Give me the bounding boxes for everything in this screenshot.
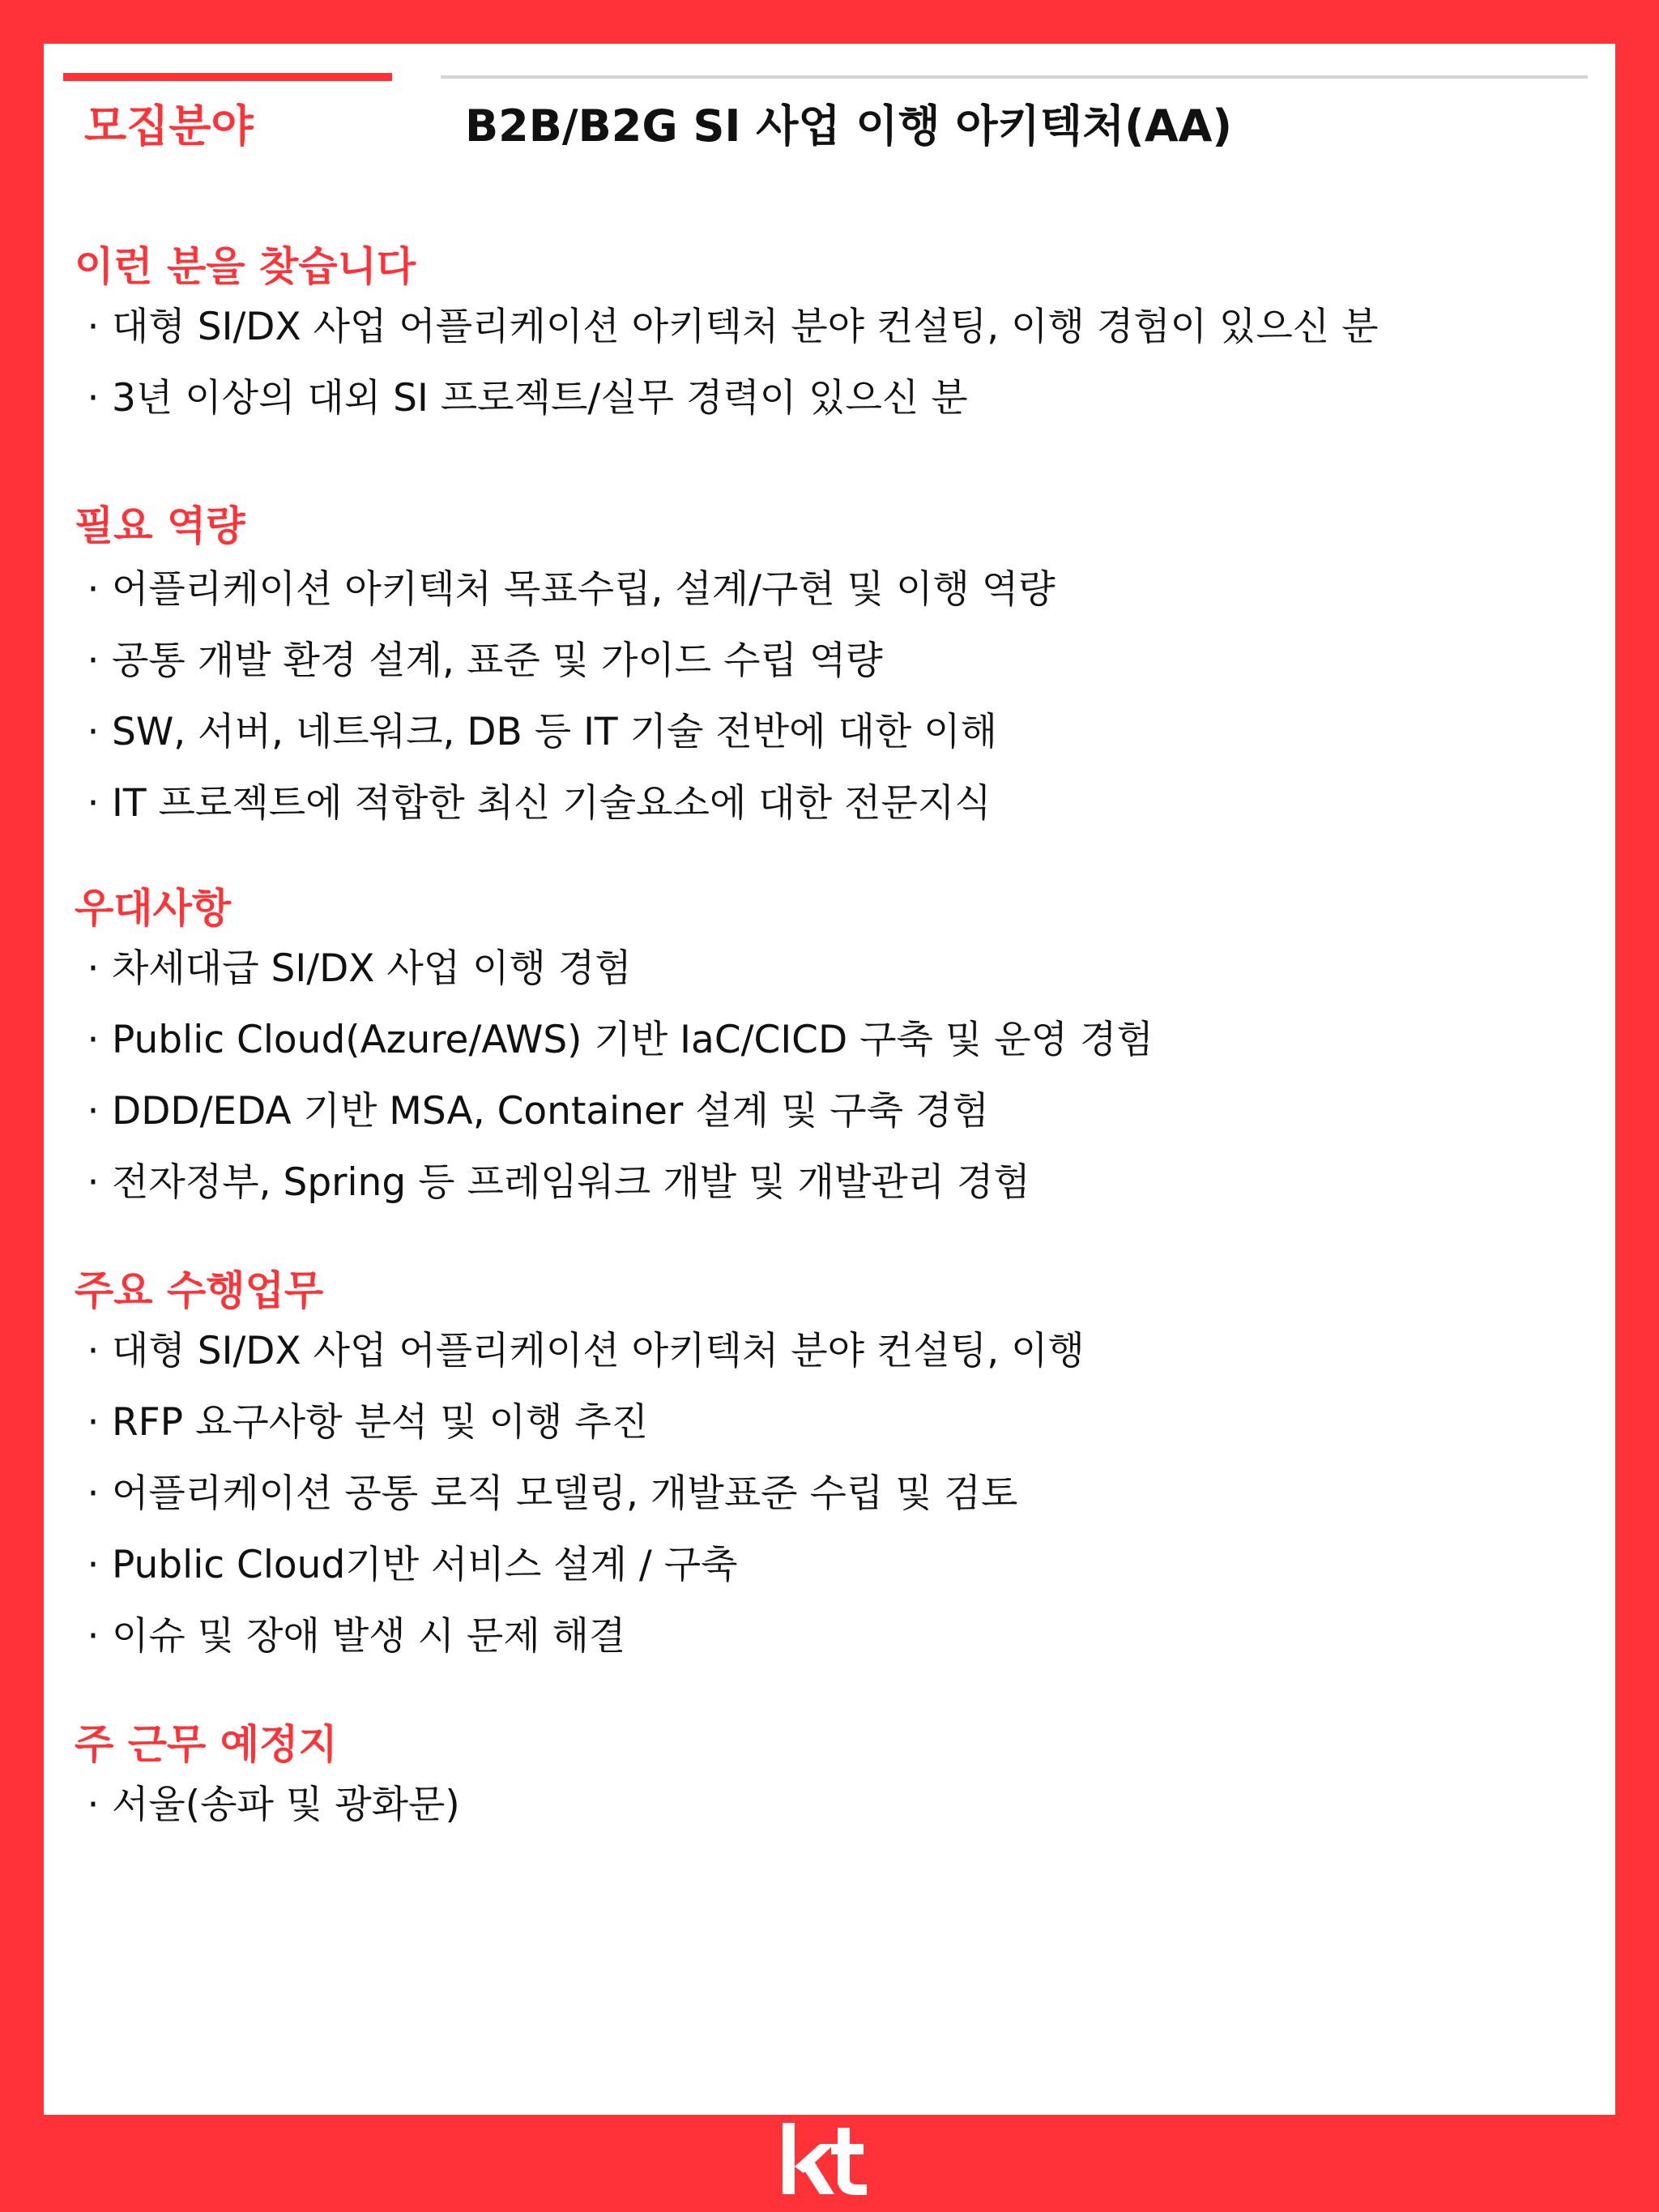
list-item [75, 554, 1589, 626]
list-item-text: 어플리케이션 공통 로직 모델링, 개발표준 수립 및 검토 [112, 1471, 1018, 1516]
list-item [75, 933, 1589, 1005]
list-item [75, 363, 1589, 434]
bullet-dot: · [87, 781, 100, 826]
section-title: 우대사항 [75, 885, 232, 932]
list-item [75, 1005, 1589, 1076]
bullet-dot: · [87, 710, 100, 754]
list-item [75, 626, 1589, 697]
kt-logo [778, 2116, 875, 2206]
list-item-text: 차세대급 SI/DX 사업 이행 경험 [112, 946, 632, 991]
list-item-text: Public Cloud기반 서비스 설계 / 구축 [112, 1543, 738, 1587]
list-item-text: 이슈 및 장애 발생 시 문제 해결 [112, 1614, 626, 1659]
recruit-field-value: B2B/B2G SI 사업 이행 아키텍처(AA) [465, 100, 1233, 152]
list-item-text: 전자정부, Spring 등 프레임워크 개발 및 개발관리 경험 [112, 1160, 1030, 1205]
list-item [75, 1076, 1589, 1147]
bullet-dot: · [87, 1614, 100, 1659]
list-item-text: 공통 개발 환경 설계, 표준 및 가이드 수립 역량 [112, 638, 883, 683]
bullet-dot: · [87, 1018, 100, 1062]
list-item-text: 대형 SI/DX 사업 어플리케이션 아키텍처 분야 컨설팅, 이행 [112, 1329, 1085, 1373]
item-list [75, 554, 1589, 839]
list-item [75, 292, 1589, 363]
item-list [75, 292, 1589, 434]
bullet-dot: · [87, 1471, 100, 1516]
bullet-dot: · [87, 1400, 100, 1445]
bullet-dot: · [87, 1329, 100, 1373]
list-item-text: 3년 이상의 대외 SI 프로젝트/실무 경력이 있으신 분 [112, 376, 968, 421]
bullet-dot: · [87, 638, 100, 683]
posting-content [75, 241, 1589, 1841]
section-main-duties [75, 1266, 1589, 1719]
list-item [75, 1458, 1589, 1530]
list-item-text: 어플리케이션 아키텍처 목표수립, 설계/구현 및 이행 역량 [112, 567, 1056, 612]
list-item-text: RFP 요구사항 분석 및 이행 추진 [112, 1400, 649, 1445]
list-item [75, 1387, 1589, 1458]
list-item-text: 서울(송파 및 광화문) [112, 1783, 460, 1827]
bullet-dot: · [87, 567, 100, 612]
recruit-field-label: 모집분야 [84, 100, 254, 152]
header-accent-rule [63, 73, 392, 81]
section-preferred [75, 883, 1589, 1266]
bullet-dot: · [87, 1160, 100, 1205]
list-item [75, 1770, 1589, 1841]
bullet-dot: · [87, 1089, 100, 1134]
list-item [75, 1601, 1589, 1672]
section-title: 필요 역량 [75, 502, 245, 549]
section-title: 주요 수행업무 [75, 1267, 324, 1314]
section-title: 주 근무 예정지 [75, 1721, 338, 1768]
list-item-text: 대형 SI/DX 사업 어플리케이션 아키텍처 분야 컨설팅, 이행 경험이 있으신 분 [112, 305, 1379, 349]
section-looking-for [75, 241, 1589, 501]
list-item-text: SW, 서버, 네트워크, DB 등 IT 기술 전반에 대한 이해 [112, 710, 998, 754]
bullet-dot: · [87, 946, 100, 991]
list-item [75, 697, 1589, 768]
job-posting-panel [44, 44, 1615, 2115]
list-item [75, 1147, 1589, 1219]
list-item-text: Public Cloud(Azure/AWS) 기반 IaC/CICD 구축 및 운영 경험 [112, 1018, 1154, 1062]
kt-logo-mark [778, 2116, 875, 2206]
list-item-text: DDD/EDA 기반 MSA, Container 설계 및 구축 경험 [112, 1089, 989, 1134]
header-divider-rule [441, 75, 1588, 79]
list-item [75, 1316, 1589, 1387]
item-list [75, 1770, 1589, 1841]
section-required-skills [75, 501, 1589, 883]
item-list [75, 1316, 1589, 1672]
section-work-location [75, 1719, 1589, 1841]
list-item [75, 1530, 1589, 1601]
bullet-dot: · [87, 1783, 100, 1827]
list-item-text: IT 프로젝트에 적합한 최신 기술요소에 대한 전문지식 [112, 781, 992, 826]
bullet-dot: · [87, 376, 100, 421]
item-list [75, 933, 1589, 1219]
bullet-dot: · [87, 305, 100, 349]
bullet-dot: · [87, 1543, 100, 1587]
section-title: 이런 분을 찾습니다 [75, 243, 416, 290]
list-item [75, 768, 1589, 839]
